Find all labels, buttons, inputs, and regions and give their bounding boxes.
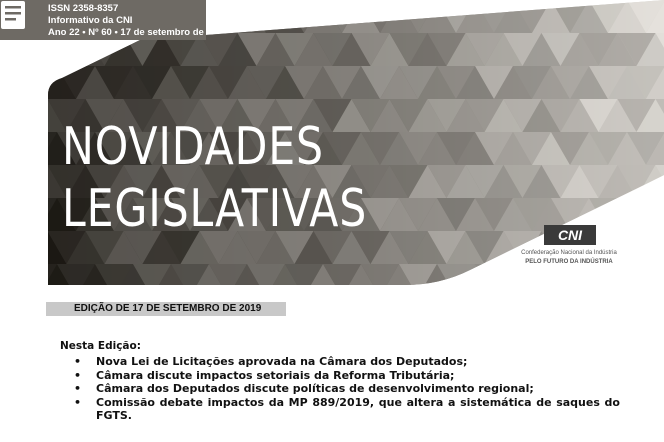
edition-bar	[46, 302, 286, 316]
title-line-2: LEGISLATIVAS	[62, 179, 368, 239]
bullet-icon: •	[74, 355, 82, 368]
list-item: • Comissão debate impactos da MP 889/2019, que altera a sistemática de saques do FGTS.	[74, 395, 620, 422]
cni-logo-block	[514, 225, 624, 275]
bullet-icon: •	[74, 395, 82, 409]
issn-box	[0, 0, 206, 50]
publication-name: Informativo da CNI	[48, 15, 133, 26]
summary-section	[60, 340, 620, 423]
list-item: • Câmara dos Deputados discute políticas de desenvolvimento regional;	[74, 382, 534, 395]
list-item: • Nova Lei de Licitações aprovada na Câmara dos Deputados;	[74, 355, 468, 368]
document-icon	[0, 0, 26, 30]
cni-logo: CNI	[544, 225, 596, 245]
page-title	[62, 116, 367, 240]
issn-number: ISSN 2358-8357	[48, 3, 119, 14]
list-item: • Câmara discute impactos setoriais da Reforma Tributária;	[74, 368, 455, 382]
title-line-1: NOVIDADES	[62, 117, 324, 177]
summary-list	[60, 355, 620, 423]
brand-tagline: PELO FUTURO DA INDÚSTRIA	[525, 259, 613, 265]
edition-label: EDIÇÃO DE 17 DE SETEMBRO DE 2019	[74, 303, 262, 314]
bullet-icon: •	[74, 382, 82, 395]
brand-name: Confederação Nacional da Indústria	[521, 250, 617, 256]
issue-line: Ano 22 • Nº 60 • 17 de setembro de 2019	[48, 27, 204, 50]
summary-intro: Nesta Edição:	[60, 340, 141, 352]
bullet-icon: •	[74, 368, 82, 382]
